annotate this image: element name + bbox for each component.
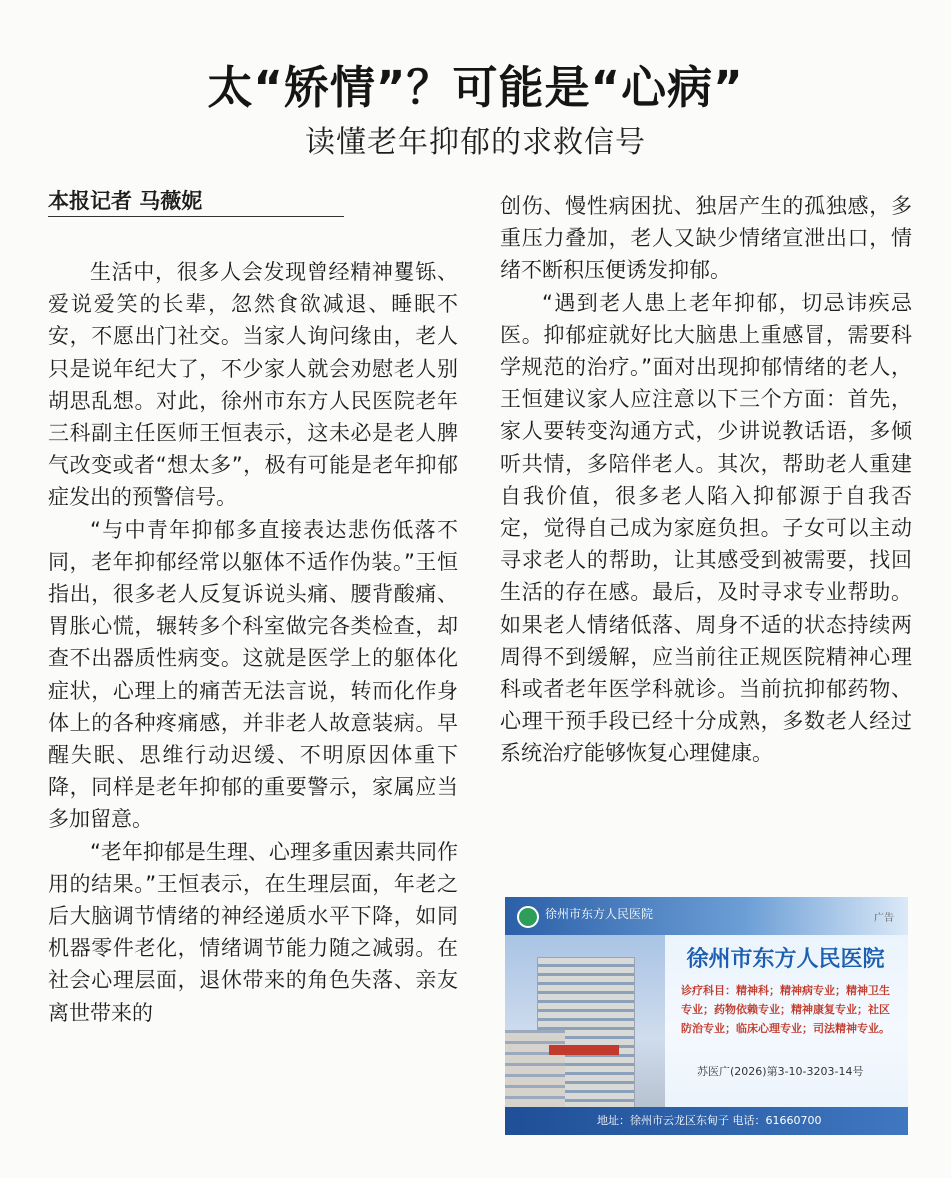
paragraph: “遇到老人患上老年抑郁，切忌讳疾忌医。抑郁症就好比大脑患上重感冒，需要科学规范的治疗。”面对出现抑郁情绪的老人，王恒建议家人应注意以下三个方面：首先，家人要转变沟通方式，少讲说教话语，多倾听共情，多陪伴老人。其次，帮助老人重建自我价值，很多老人陷入抑郁源于自我否定，觉得自己成为家庭负担。子女可以主动寻求老人的帮助，让其感受到被需要，找回生活的存在感。最后，及时寻求专业帮助。如果老人情绪低落、周身不适的状态持续两周得不到缓解，应当前往正规医院精神心理科或者老年医学科就诊。当前抗抑郁药物、心理干预手段已经十分成熟，多数老人经过系统治疗能够恢复心理健康。 <box>500 290 912 766</box>
ad-license: 苏医广(2026)第3-10-3203-14号 <box>697 1065 864 1078</box>
building-sign <box>549 1045 619 1055</box>
article-column-left <box>48 256 458 1029</box>
ad-hospital-name: 徐州市东方人民医院 <box>545 907 654 921</box>
page-top-edge <box>0 0 951 6</box>
hospital-logo-icon <box>517 906 539 928</box>
ad-services: 诊疗科目：精神科；精神病专业；精神卫生专业；药物依赖专业；精神康复专业；社区防治专业；临床心理专业；司法精神专业。 <box>681 984 890 1035</box>
ad-footer-contact: 地址：徐州市云龙区东甸子 电话：61660700 <box>505 1107 908 1135</box>
byline: 本报记者 马薇妮 <box>48 186 344 217</box>
paragraph: “与中青年抑郁多直接表达悲伤低落不同，老年抑郁经常以躯体不适作伪装。”王恒指出，很多老人反复诉说头痛、腰背酸痛、胃胀心慌，辗转多个科室做完各类检查，却查不出器质性病变。这就是医学上的躯体化症状，心理上的痛苦无法言说，转而化作身体上的各种疼痛感，并非老人故意装病。早醒失眠、思维行动迟缓、不明原因体重下降，同样是老年抑郁的重要警示，家属应当多加留意。 <box>48 517 458 832</box>
ad-header <box>505 897 908 935</box>
article-subtitle: 读懂老年抑郁的求救信号 <box>305 125 646 160</box>
paragraph-continued: 创伤、慢性病困扰、独居产生的孤独感，多重压力叠加，老人又缺少情绪宣泄出口，情绪不断积压便诱发抑郁。 <box>500 194 912 283</box>
building-wing <box>505 1030 565 1107</box>
ad-badge: 广告 <box>874 913 894 924</box>
hospital-advertisement <box>505 897 908 1135</box>
paragraph: 生活中，很多人会发现曾经精神矍铄、爱说爱笑的长辈，忽然食欲减退、睡眠不安，不愿出门社交。当家人询问缘由，老人只是说年纪大了，不少家人就会劝慰老人别胡思乱想。对此，徐州市东方人民医院老年三科副主任医师王恒表示，这未必是老人脾气改变或者“想太多”，极有可能是老年抑郁症发出的预警信号。 <box>48 260 458 510</box>
article-title: 太“矫情”？可能是“心病” <box>207 61 744 114</box>
hospital-building-image <box>505 935 665 1107</box>
article-column-right <box>500 190 912 770</box>
paragraph: “老年抑郁是生理、心理多重因素共同作用的结果。”王恒表示，在生理层面，年老之后大脑调节情绪的神经递质水平下降，如同机器零件老化，情绪调节能力随之减弱。在社会心理层面，退休带来的角色失落、亲友离世带来的 <box>48 839 458 1025</box>
ad-title: 徐州市东方人民医院 <box>686 947 885 972</box>
